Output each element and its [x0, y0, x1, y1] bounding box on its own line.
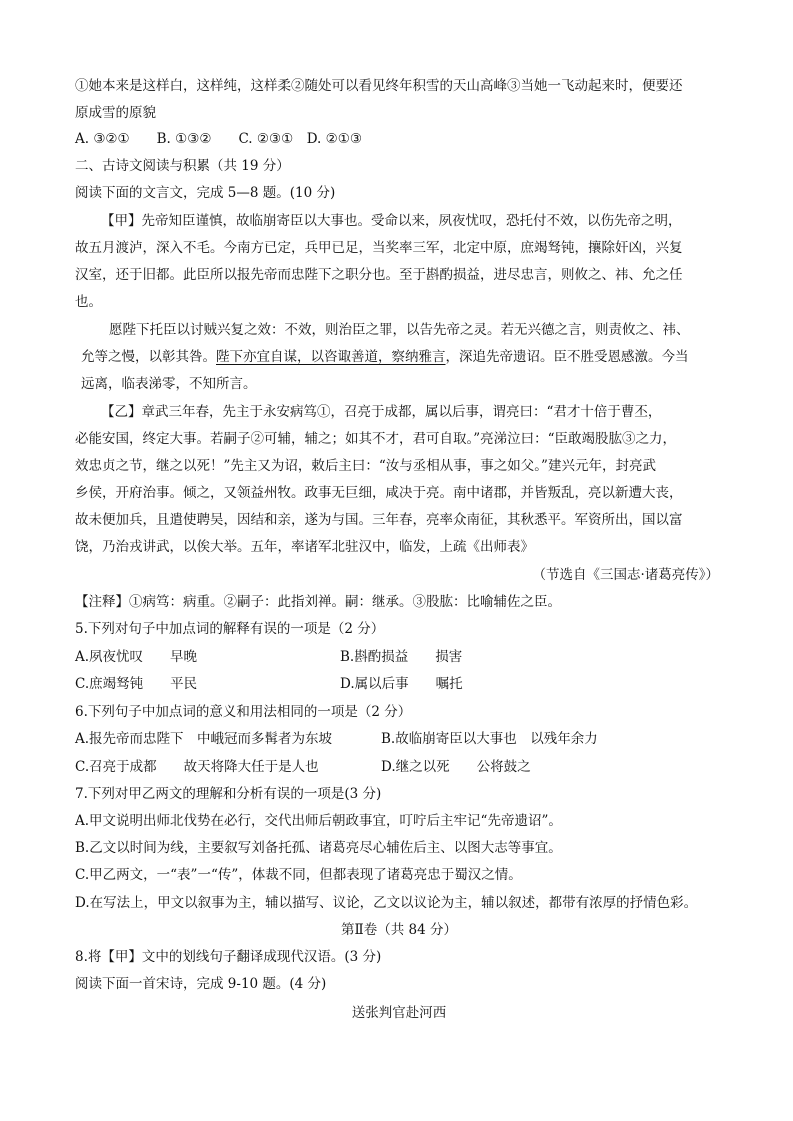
passage-yi-line: 【乙】章武三年春，先主于永安病笃①，召亮于成都，属以后事，谓亮曰：“君才十倍于曹丕， [101, 404, 662, 420]
passage-yi-line: 效忠贞之节，继之以死！”先主又为诏，敕后主曰：“汝与丞相从事，事之如父。”建兴元年，封亮武 [75, 458, 656, 474]
q6-option-a: A.报先帝而忠陛下 中峨冠而多髯者为东坡 [75, 731, 333, 747]
q5-stem: 5.下列对句子中加点词的解释有误的一项是（2 分） [75, 621, 385, 637]
q6-option-b: B.故临崩寄臣以大事也 以残年余力 [381, 731, 598, 747]
q5-option-c: C.庶竭驽钝 平民 [75, 676, 198, 692]
q6-option-c: C.召亮于成都 故天将降大任于是人也 [75, 759, 319, 775]
volume-2-heading: 第Ⅱ卷（共 84 分） [341, 922, 457, 938]
q7-option-d: D.在写法上，甲文以叙事为主，辅以描写、议论，乙文以议论为主，辅以叙述，都带有浓厚的抒情色彩。 [75, 895, 698, 911]
passage-jia-text: ，深追先帝遗诏。臣不胜受恩感激。今当 [445, 349, 689, 365]
q6-stem: 6.下列句子中加点词的意义和用法相同的一项是（2 分） [75, 704, 412, 720]
q7-option-c: C.甲乙两文，一“表”一“传”，体裁不同，但都表现了诸葛亮忠于蜀汉之情。 [75, 867, 522, 883]
q4-text-line2: 原成雪的原貌 [75, 105, 156, 121]
q4-text-line1: ①她本来是这样白，这样纯，这样柔②随处可以看见终年积雪的天山高峰③当她一飞动起来时，便要还 [75, 78, 683, 94]
q7-option-a: A.甲文说明出师北伐势在必行，交代出师后朝政事宜，叮咛后主牢记“先帝遗诏”。 [75, 813, 562, 829]
section2-heading: 二、古诗文阅读与积累（共 19 分） [75, 158, 290, 174]
passage-jia-line [81, 347, 689, 367]
q5-option-b: B.斟酌损益 损害 [340, 649, 463, 665]
q5-option-d: D.属以后事 嘱托 [340, 676, 463, 692]
q6-option-d: D.继之以死 公将鼓之 [381, 759, 531, 775]
passage-jia-line: 愿陛下托臣以讨贼兴复之效：不效，则治臣之罪，以告先帝之灵。若无兴德之言，则责攸之、祎、 [109, 322, 690, 338]
passage-jia-line: 故五月渡泸，深入不毛。今南方已定，兵甲已足，当奖率三军，北定中原，庶竭驽钝，攘除奸凶，兴复 [75, 240, 683, 256]
q8-stem: 8.将【甲】文中的划线句子翻译成现代汉语。(3 分) [75, 949, 382, 965]
underlined-sentence: 陛下亦宜自谋，以咨诹善道，察纳雅言 [216, 349, 446, 365]
passage-yi-line: 饶，乃治戎讲武，以俟大举。五年，率诸军北驻汉中，临发，上疏《出师表》 [75, 539, 534, 555]
poem-instruction: 阅读下面一首宋诗，完成 9-10 题。(4 分) [75, 976, 327, 992]
passage-source: （节选自《三国志·诸葛亮传》） [532, 567, 719, 583]
notes: 【注释】①病笃：病重。②嗣子：此指刘禅。嗣：继承。③股肱：比喻辅佐之臣。 [75, 594, 561, 610]
passage-jia-line: 远离，临表涕零，不知所言。 [81, 376, 257, 392]
passage-jia-line: 【甲】先帝知臣谨慎，故临崩寄臣以大事也。受命以来，夙夜忧叹，恐托付不效，以伤先帝之明， [101, 213, 682, 229]
passage-yi-line: 故未便加兵，且遣使聘吴，因结和亲，遂为与国。三年春，亮率众南征，其秋悉平。军资所出，国以富 [75, 512, 683, 528]
q4-options: A. ③②① B. ①③② C. ②③① D. ②①③ [75, 131, 362, 147]
poem-title: 送张判官赴河西 [351, 1005, 447, 1021]
passage-jia-text: 允等之慢，以彰其咎。 [81, 349, 216, 365]
passage-yi-line: 必能安国，终定大事。若嗣子②可辅，辅之；如其不才，君可自取。”亮涕泣曰：“臣敢竭股肱③之力， [75, 431, 677, 447]
q5-option-a: A.夙夜忧叹 早晚 [75, 649, 198, 665]
passage-jia-line: 也。 [75, 294, 102, 310]
section2-instruction: 阅读下面的文言文，完成 5—8 题。(10 分) [75, 185, 336, 201]
q7-stem: 7.下列对甲乙两文的理解和分析有误的一项是(3 分) [75, 786, 382, 802]
passage-yi-line: 乡侯，开府治事。倾之，又领益州牧。政事无巨细，咸决于亮。南中诸郡，并皆叛乱，亮以新遭大丧， [75, 485, 683, 501]
q7-option-b: B.乙文以时间为线，主要叙写刘备托孤、诸葛亮尽心辅佐后主、以图大志等事宜。 [75, 840, 562, 856]
passage-jia-line: 汉室，还于旧都。此臣所以报先帝而忠陛下之职分也。至于斟酌损益，进尽忠言，则攸之、祎、允之任 [75, 267, 683, 283]
